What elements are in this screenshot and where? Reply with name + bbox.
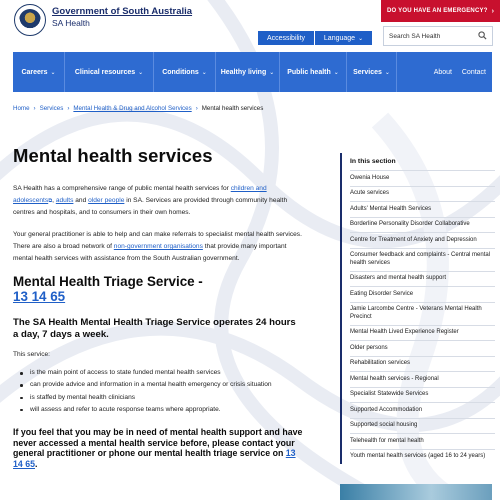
support-note-text: If you feel that you may be in need of mental health support and have never accessed a mental health service before, please contact your general practitioner or phone our mental health triage service on [13, 427, 303, 459]
government-title-link[interactable]: Government of South Australia [52, 6, 193, 17]
intro-text: and [73, 197, 89, 204]
sidebar-item-telehealth[interactable]: Telehealth for mental health [350, 433, 495, 449]
sidebar-item-lived-experience[interactable]: Mental Health Lived Experience Register [350, 325, 495, 341]
support-note [13, 427, 303, 469]
sidebar-item-eating-disorder[interactable]: Eating Disorder Service [350, 286, 495, 302]
nav-label: Conditions [162, 68, 199, 76]
nav-label: Careers [21, 68, 48, 76]
chevron-down-icon: ⌄ [333, 69, 339, 76]
nav-careers[interactable] [13, 52, 65, 92]
sidebar-item-anxiety-depression[interactable]: Centre for Treatment of Anxiety and Depression [350, 232, 495, 248]
link-adults[interactable]: adults [55, 197, 74, 204]
breadcrumb-mhdas[interactable]: Mental Health & Drug and Alcohol Services [73, 105, 192, 112]
list-item: can provide advice and information in a mental health emergency or crisis situation [13, 379, 303, 391]
sidebar-item-rehabilitation[interactable]: Rehabilitation services [350, 356, 495, 372]
support-note-text: . [35, 458, 38, 469]
link-children-adolescents[interactable]: children and adolescents [13, 185, 267, 204]
breadcrumb [13, 105, 263, 112]
breadcrumb-separator: › [33, 105, 36, 112]
intro-paragraph [13, 183, 303, 219]
nav-conditions[interactable] [154, 52, 216, 92]
main-navigation [13, 52, 492, 92]
sidebar-item-regional[interactable]: Mental health services - Regional [350, 371, 495, 387]
section-sidebar [340, 153, 495, 464]
main-content [13, 145, 303, 469]
gp-text: that provide many important mental health services with assistance from the South Australian government. [13, 243, 287, 262]
breadcrumb-home[interactable]: Home [13, 105, 30, 112]
sidebar-item-owenia-house[interactable]: Owenia House [350, 170, 495, 186]
triage-heading-text: Mental Health Triage Service - [13, 274, 203, 289]
language-button[interactable] [315, 31, 372, 45]
language-label: Language [323, 34, 356, 42]
intro-text: , [52, 197, 56, 204]
nav-services[interactable] [347, 52, 397, 92]
sidebar-item-youth-mental-health[interactable]: Youth mental health services (aged 16 to 24 years) [350, 449, 495, 465]
intro-text: in SA. Services are provided through community health centres and hospitals, and to consumers in their own homes. [13, 197, 288, 216]
support-phone-link[interactable]: 13 14 65 [13, 448, 296, 469]
sidebar-item-consumer-feedback[interactable]: Consumer feedback and complaints - Central mental health services [350, 248, 495, 271]
sidebar-item-specialist-statewide[interactable]: Specialist Statewide Services [350, 387, 495, 403]
promo-image[interactable] [340, 484, 492, 500]
external-link-icon: ⧉ [48, 198, 53, 204]
accessibility-button[interactable]: Accessibility [258, 31, 314, 45]
service-label: This service: [13, 351, 51, 358]
search-input[interactable] [389, 33, 478, 40]
emergency-label: DO YOU HAVE AN EMERGENCY? [387, 8, 488, 14]
gp-text: Your general practitioner is able to help and can make referrals to specialist mental health services. There are also a broad network of [13, 231, 302, 250]
chevron-down-icon: ⌄ [358, 35, 364, 42]
sidebar-item-disasters[interactable]: Disasters and mental health support [350, 271, 495, 287]
nav-contact[interactable]: Contact [461, 68, 486, 76]
sidebar-item-supported-accommodation[interactable]: Supported Accommodation [350, 402, 495, 418]
chevron-right-icon: › [491, 7, 495, 15]
sidebar-item-older-persons[interactable]: Older persons [350, 340, 495, 356]
triage-phone-link[interactable]: 13 14 65 [13, 289, 66, 304]
breadcrumb-services[interactable]: Services [39, 105, 64, 112]
emergency-button[interactable] [381, 0, 500, 22]
intro-text: SA Health has a comprehensive range of public mental health services for [13, 185, 231, 192]
sa-health-subtitle: SA Health [52, 18, 90, 28]
nav-about[interactable]: About [433, 68, 452, 76]
sidebar-item-bpd-collaborative[interactable]: Borderline Personality Disorder Collaborative [350, 217, 495, 233]
nav-public-health[interactable] [280, 52, 347, 92]
triage-hours: The SA Health Mental Health Triage Service operates 24 hours a day, 7 days a week. [13, 317, 296, 340]
sidebar-item-jamie-larcombe[interactable]: Jamie Larcombe Centre - Veterans Mental Health Precinct [350, 302, 495, 325]
sidebar-item-acute-services[interactable]: Acute services [350, 186, 495, 202]
nav-clinical-resources[interactable] [65, 52, 154, 92]
triage-heading [13, 274, 303, 304]
site-header [0, 0, 500, 52]
nav-label: Clinical resources [74, 68, 136, 76]
search-box [383, 26, 493, 46]
breadcrumb-separator: › [67, 105, 70, 112]
list-item: is the main point of access to state funded mental health services [13, 367, 303, 379]
link-older-people[interactable]: older people [88, 197, 125, 204]
service-list [13, 367, 303, 416]
link-ngo[interactable]: non-government organisations [113, 243, 203, 250]
sidebar-item-supported-housing[interactable]: Supported social housing [350, 418, 495, 434]
chevron-down-icon: ⌄ [201, 69, 207, 76]
nav-label: Services [353, 68, 382, 76]
page-title: Mental health services [13, 145, 213, 166]
government-crest-logo[interactable] [14, 4, 46, 36]
search-icon[interactable] [478, 31, 487, 42]
chevron-down-icon: ⌄ [269, 69, 275, 76]
sidebar-title: In this section [350, 158, 396, 165]
breadcrumb-current: Mental health services [201, 105, 264, 112]
nav-label: Public health [287, 68, 331, 76]
nav-label: Healthy living [220, 68, 267, 76]
gp-paragraph [13, 229, 303, 265]
breadcrumb-separator: › [195, 105, 198, 112]
chevron-down-icon: ⌄ [50, 69, 56, 76]
chevron-down-icon: ⌄ [384, 69, 390, 76]
list-item: is staffed by mental health clinicians [13, 392, 303, 404]
chevron-down-icon: ⌄ [138, 69, 144, 76]
list-item: will assess and refer to acute response teams where appropriate. [13, 404, 303, 416]
sidebar-item-adults-mental-health[interactable]: Adults' Mental Health Services [350, 201, 495, 217]
nav-healthy-living[interactable] [216, 52, 280, 92]
